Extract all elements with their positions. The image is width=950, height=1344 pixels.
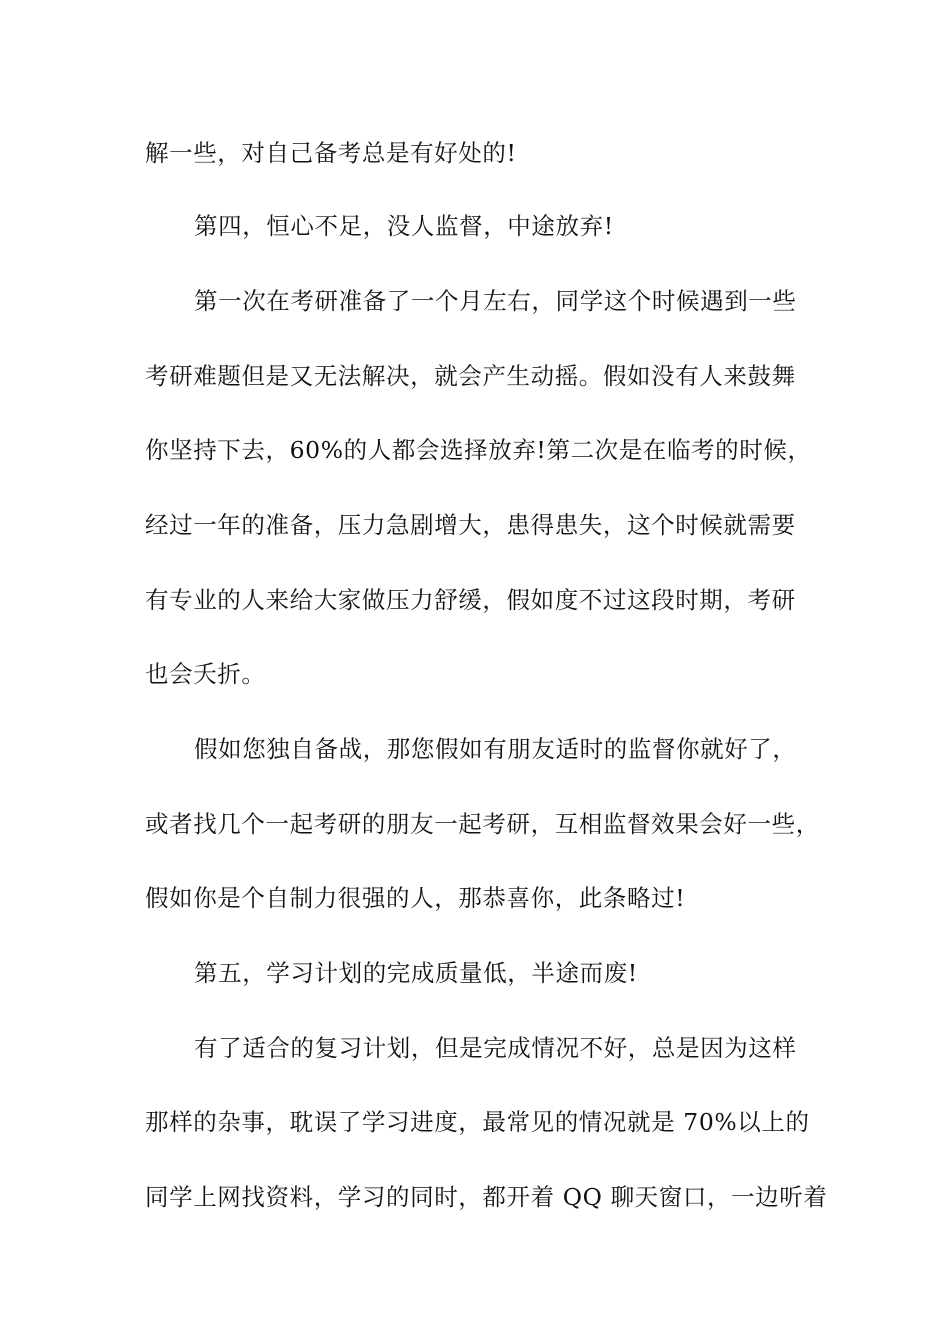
paragraph-start: 有了适合的复习计划，但是完成情况不好，总是因为这样 [194,1034,797,1062]
text-line: 有专业的人来给大家做压力舒缓，假如度不过这段时期，考研 [145,586,796,614]
text-line: 那样的杂事，耽误了学习进度，最常见的情况就是 70%以上的 [145,1108,810,1136]
text-line: 考研难题但是又无法解决，就会产生动摇。假如没有人来鼓舞 [145,362,796,390]
text-line: 也会夭折。 [145,660,266,688]
text-line: 同学上网找资料，学习的同时，都开着 QQ 聊天窗口，一边听着 [145,1183,828,1211]
text-line: 假如你是个自制力很强的人，那恭喜你，此条略过! [145,884,686,912]
text-line: 解一些，对自己备考总是有好处的! [145,139,517,167]
paragraph-start: 假如您独自备战，那您假如有朋友适时的监督你就好了， [194,735,797,763]
section-heading: 第四，恒心不足，没人监督，中途放弃! [194,212,614,240]
text-line: 你坚持下去，60%的人都会选择放弃!第二次是在临考的时候， [145,436,812,464]
paragraph-start: 第一次在考研准备了一个月左右，同学这个时候遇到一些 [194,287,797,315]
section-heading: 第五，学习计划的完成质量低，半途而废! [194,959,638,987]
text-line: 或者找几个一起考研的朋友一起考研，互相监督效果会好一些， [145,810,820,838]
text-line: 经过一年的准备，压力急剧增大，患得患失，这个时候就需要 [145,511,796,539]
